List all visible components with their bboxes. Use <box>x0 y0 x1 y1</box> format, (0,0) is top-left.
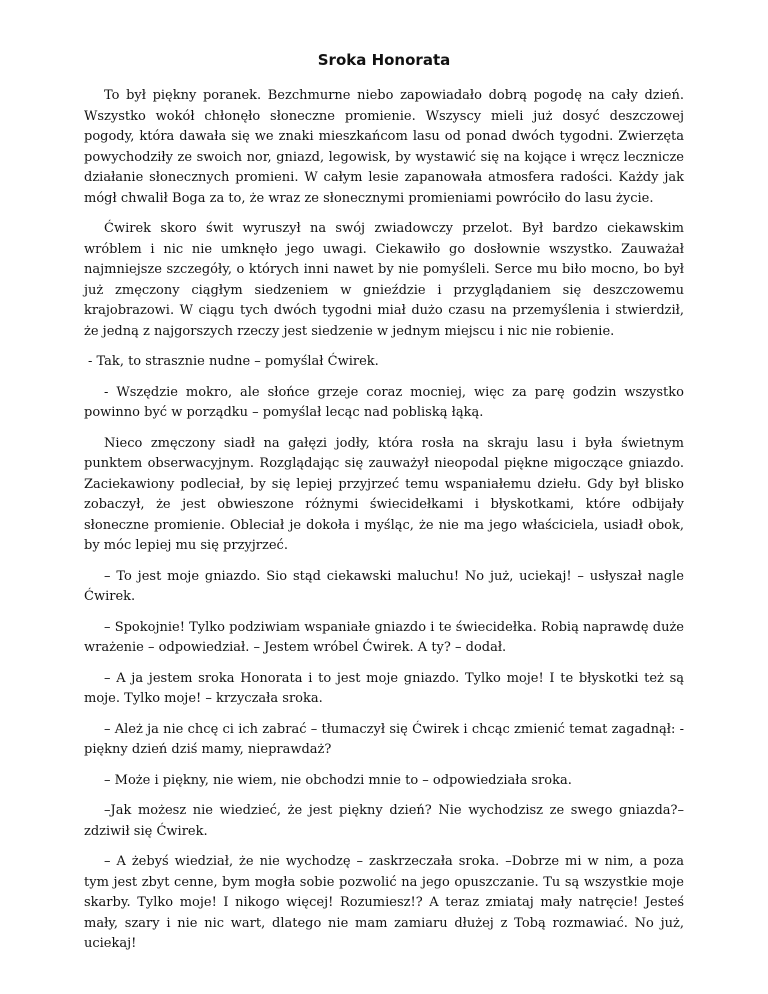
document-page <box>84 50 684 955</box>
paragraph-2: Ćwirek skoro świt wyruszył na swój zwiadowczy przelot. Był bardzo ciekawskim wróblem i nic nie umknęło jego uwagi. Ciekawiło go dosłownie wszystko. Zauważał najmniejsze szczegóły, o których inni nawet by nie pomyśleli. Serce mu biło mocno, bo był już zmęczony ciągłym siedzeniem w gnieździe i przyglądaniem się deszczowemu krajobrazowi. W ciągu tych dwóch tygodni miał dużo czasu na przemyślenia i stwierdził, że jedną z najgorszych rzeczy jest siedzenie w jednym miejscu i nic nie robienie. <box>84 221 684 339</box>
paragraph-6: – To jest moje gniazdo. Sio stąd ciekawski maluchu! No już, uciekaj! – usłyszał nagle Ćwirek. <box>84 568 684 604</box>
paragraph-5: Nieco zmęczony siadł na gałęzi jodły, która rosła na skraju lasu i była świetnym punktem obserwacyjnym. Rozglądając się zauważył nieopodal piękne migoczące gniazdo. Zaciekawiony podleciał, by się lepiej przyjrzeć temu wspaniałemu dziełu. Gdy był blisko zobaczył, że jest obwieszone różnymi świecidełkami i błyskotkami, które odbijały słoneczne promienie. Obleciał je dokoła i myśląc, że nie ma jego właściciela, usiadł obok, by móc lepiej mu się przyjrzeć. <box>84 435 684 553</box>
paragraph-4: - Wszędzie mokro, ale słońce grzeje coraz mocniej, więc za parę godzin wszystko powinno być w porządku – pomyślał lecąc nad pobliską łąką. <box>84 384 684 420</box>
paragraph-3: - Tak, to strasznie nudne – pomyślał Ćwirek. <box>88 354 379 369</box>
paragraph-11: –Jak możesz nie wiedzieć, że jest piękny dzień? Nie wychodzisz ze swego gniazda?– zdziwił się Ćwirek. <box>84 803 684 839</box>
paragraph-8: – A ja jestem sroka Honorata i to jest moje gniazdo. Tylko moje! I te błyskotki też są moje. Tylko moje! – krzyczała sroka. <box>84 670 684 706</box>
paragraph-12: – A żebyś wiedział, że nie wychodzę – zaskrzeczała sroka. –Dobrze mi w nim, a poza tym jest zbyt cenne, bym mogła sobie pozwolić na jego opuszczanie. Tu są wszystkie moje skarby. Tylko moje! I nikogo więcej! Rozumiesz!? A teraz zmiataj mały natręcie! Jesteś mały, szary i nie nic wart, dlatego nie mam zamiaru dłużej z Tobą rozmawiać. No już, uciekaj! <box>84 854 684 951</box>
paragraph-1: To był piękny poranek. Bezchmurne niebo zapowiadało dobrą pogodę na cały dzień. Wszystko wokół chłonęło słoneczne promienie. Wszyscy mieli już dosyć deszczowej pogody, która dawała się we znaki mieszkańcom lasu od ponad dwóch tygodni. Zwierzęta powychodziły ze swoich nor, gniazd, legowisk, by wystawić się na kojące i wręcz lecznicze działanie słonecznych promieni. W całym lesie zapanowała atmosfera radości. Każdy jak mógł chwalił Boga za to, że wraz ze słonecznymi promieniami powróciło do lasu życie. <box>84 88 684 206</box>
paragraph-10: – Może i piękny, nie wiem, nie obchodzi mnie to – odpowiedziała sroka. <box>104 772 572 788</box>
paragraph-7: – Spokojnie! Tylko podziwiam wspaniałe gniazdo i te świecidełka. Robią naprawdę duże wrażenie – odpowiedział. – Jestem wróbel Ćwirek. A ty? – dodał. <box>84 619 684 655</box>
paragraph-9: – Ależ ja nie chcę ci ich zabrać – tłumaczył się Ćwirek i chcąc zmienić temat zagadnął: - piękny dzień dziś mamy, nieprawdaż? <box>84 721 684 757</box>
document-title: Sroka Honorata <box>317 51 451 69</box>
